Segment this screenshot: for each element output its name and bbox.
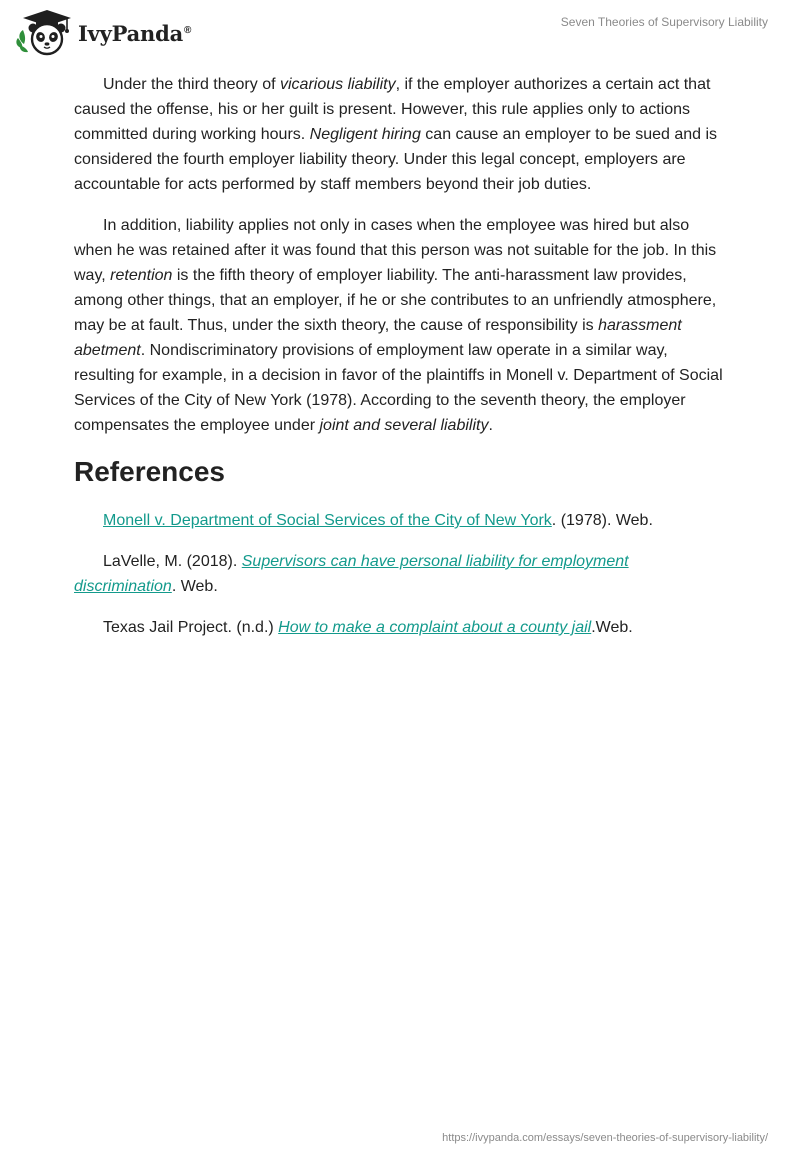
logo-wordmark [78,21,191,46]
text-span: . [488,417,493,434]
document-body [74,72,726,656]
reference-link-lavelle[interactable]: Supervisors can have personal liability for employment discrimination [74,553,629,595]
text-span: is the fifth theory of employer liability. The anti-harassment law provides, among other things, that an employer, if he or she contributes to an unfriendly atmosphere, may be at fault. Thus, under the sixth theory, the cause of responsibility is [74,267,717,334]
term-harassment-abetment: harassment abetment [74,317,682,359]
paragraph-third-fourth-theory [74,72,726,197]
term-joint-and-several-liability: joint and several liability [319,417,489,434]
reference-item-monell [74,508,726,533]
text-span: . Nondiscriminatory provisions of employment law operate in a similar way, resulting for example, in a decision in favor of the plaintiffs in Monell v. Department of Social Services of the City of New York (1978). According to the seventh theory, the employer compensates the employee under [74,342,723,434]
reference-link-monell[interactable]: Monell v. Department of Social Services of the City of New York [103,512,552,529]
reference-suffix: .Web. [591,619,633,636]
page-header [0,0,800,60]
panda-graduate-icon [16,8,74,56]
logo-registered-mark: ® [184,24,192,36]
references-heading: References [74,456,225,487]
text-span: Under the third theory of [103,76,280,93]
text-span: , if the employer authorizes a certain act that caused the offense, his or her guilt is present. However, this rule applies only to actions committed during working hours. [74,76,711,143]
paragraph-fifth-sixth-seventh-theory [74,213,726,438]
reference-prefix: LaVelle, M. (2018). [103,553,242,570]
reference-suffix: . Web. [171,578,218,595]
ivypanda-logo[interactable] [16,8,191,56]
term-vicarious-liability: vicarious liability [279,76,396,93]
term-negligent-hiring: Negligent hiring [309,126,421,143]
reference-link-texas-jail[interactable]: How to make a complaint about a county jail [278,619,592,636]
reference-item-texas-jail [74,615,726,640]
document-title: Seven Theories of Supervisory Liability [560,15,768,29]
text-span: can cause an employer to be sued and is considered the fourth employer liability theory. Under this legal concept, employers are accountable for acts performed by staff members beyond their job duties. [74,126,718,193]
term-retention: retention [110,267,173,284]
footer-url[interactable]: https://ivypanda.com/essays/seven-theories-of-supervisory-liability/ [442,1132,768,1144]
reference-prefix: Texas Jail Project. (n.d.) [103,619,279,636]
reference-suffix: . (1978). Web. [551,512,653,529]
text-span: In addition, liability applies not only in cases when the employee was hired but also when he was retained after it was found that this person was not suitable for the job. In this way, [74,217,717,284]
reference-item-lavelle [74,549,726,599]
logo-brand-text: IvyPanda [78,20,184,46]
